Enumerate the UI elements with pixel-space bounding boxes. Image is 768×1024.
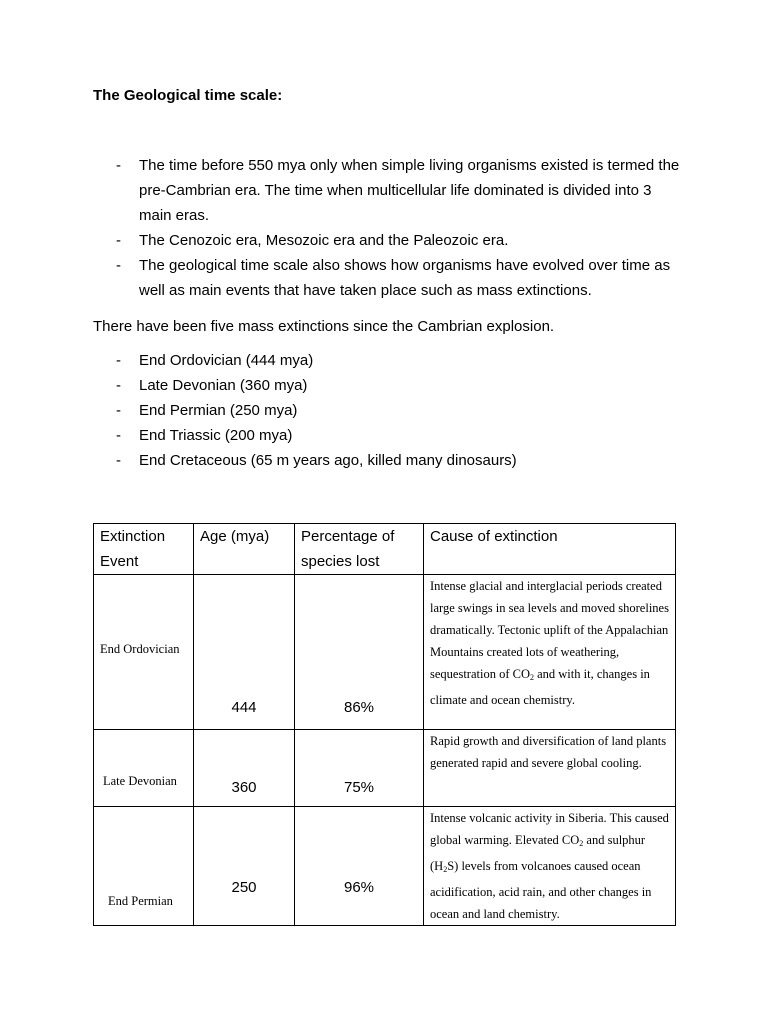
bullet-dash: - xyxy=(116,427,121,444)
event-cell: Late Devonian xyxy=(94,730,194,807)
list-item: - End Cretaceous (65 m years ago, killed many dinosaurs) xyxy=(0,448,684,473)
list-item: - End Permian (250 mya) xyxy=(0,398,684,423)
list-item: - The time before 550 mya only when simple living organisms existed is termed the pre-Cambrian era. The time when multicellular life dominated is divided into 3 main eras. xyxy=(0,153,684,228)
percent-cell: 75% xyxy=(295,730,424,807)
cause-cell: Intense volcanic activity in Siberia. This caused global warming. Elevated $CO_2$ and sulphur $(H_2S)$ levels from volcanoes caused ocean acidification, acid rain, and other changes in ocean and land chemistry. xyxy=(424,807,676,926)
age-cell: 444 xyxy=(194,575,295,730)
age-cell: 250 xyxy=(194,807,295,926)
table-row xyxy=(94,575,676,730)
bullet-dash: - xyxy=(116,257,121,274)
extinction-bullet-list xyxy=(0,348,684,473)
column-header: Percentage of species lost xyxy=(295,524,424,575)
age-cell: 360 xyxy=(194,730,295,807)
extinction-table xyxy=(93,523,676,926)
table-header-row xyxy=(94,524,676,575)
bullet-dash: - xyxy=(116,352,121,369)
cause-cell: Rapid growth and diversification of land plants generated rapid and severe global cooling. xyxy=(424,730,676,807)
bullet-dash: - xyxy=(116,232,121,249)
column-header: Cause of extinction xyxy=(424,524,676,575)
column-header: Extinction Event xyxy=(94,524,194,575)
page-title: The Geological time scale: xyxy=(93,87,283,104)
event-cell: End Permian xyxy=(94,807,194,926)
column-header: Age (mya) xyxy=(194,524,295,575)
bullet-dash: - xyxy=(116,402,121,419)
table-row xyxy=(94,730,676,807)
list-item: - End Ordovician (444 mya) xyxy=(0,348,684,373)
bullet-dash: - xyxy=(116,377,121,394)
list-item: - Late Devonian (360 mya) xyxy=(0,373,684,398)
table-row xyxy=(94,807,676,926)
cause-cell: Intense glacial and interglacial periods created large swings in sea levels and moved shorelines dramatically. Tectonic uplift of the Appalachian Mountains created lots of weathering, sequestration of $CO_2$ and with it, changes in climate and ocean chemistry. xyxy=(424,575,676,730)
list-item: - End Triassic (200 mya) xyxy=(0,423,684,448)
list-item: - The Cenozoic era, Mesozoic era and the Paleozoic era. xyxy=(0,228,684,253)
percent-cell: 96% xyxy=(295,807,424,926)
mass-extinction-paragraph: There have been five mass extinctions since the Cambrian explosion. xyxy=(93,318,555,335)
event-cell: End Ordovician xyxy=(94,575,194,730)
list-item: - The geological time scale also shows how organisms have evolved over time as well as main events that have taken place such as mass extinctions. xyxy=(0,253,684,303)
percent-cell: 86% xyxy=(295,575,424,730)
bullet-dash: - xyxy=(116,452,121,469)
intro-bullet-list xyxy=(0,153,684,303)
bullet-dash: - xyxy=(116,157,121,174)
